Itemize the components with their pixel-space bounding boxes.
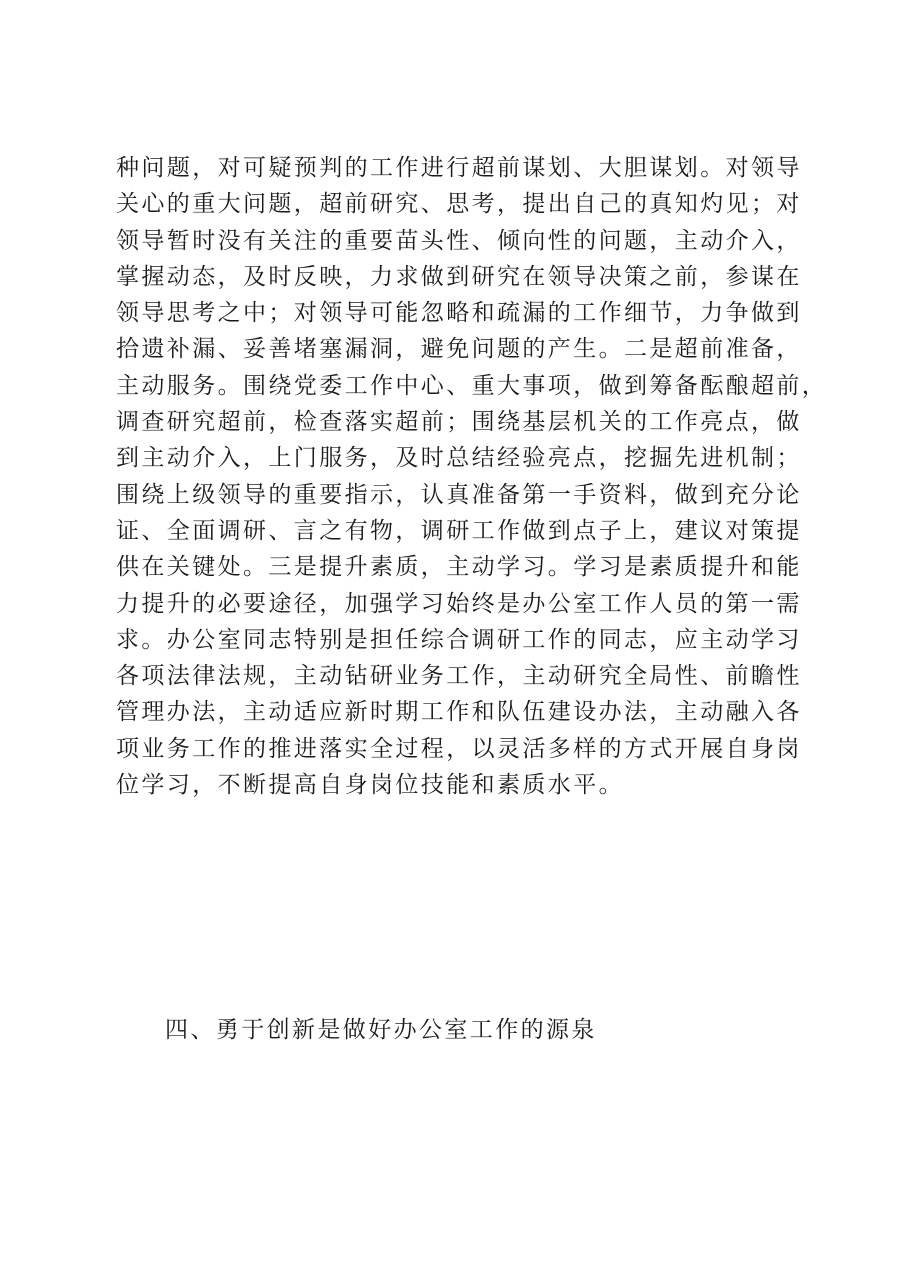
text-line: 各项法律法规，主动钻研业务工作，主动研究全局性、前瞻性 xyxy=(116,663,802,690)
section-heading: 四、勇于创新是做好办公室工作的源泉 xyxy=(165,1017,597,1043)
text-line: 调查研究超前，检查落实超前；围绕基层机关的工作亮点，做 xyxy=(116,409,802,436)
text-line: 位学习，不断提高自身岗位技能和素质水平。 xyxy=(116,772,624,799)
body-paragraph xyxy=(116,150,828,803)
text-line: 力提升的必要途径，加强学习始终是办公室工作人员的第一需 xyxy=(116,590,802,617)
text-line: 围绕上级领导的重要指示，认真准备第一手资料，做到充分论 xyxy=(116,481,802,508)
text-line: 种问题，对可疑预判的工作进行超前谋划、大胆谋划。对领导 xyxy=(116,155,802,181)
text-line: 拾遗补漏、妥善堵塞漏洞，避免问题的产生。二是超前准备， xyxy=(116,336,802,363)
text-line: 供在关键处。三是提升素质，主动学习。学习是素质提升和能 xyxy=(116,554,802,581)
text-line: 主动服务。围绕党委工作中心、重大事项，做到筹备酝酿超前， xyxy=(116,372,828,399)
text-line: 领导暂时没有关注的重要苗头性、倾向性的问题，主动介入， xyxy=(116,227,802,254)
text-line: 项业务工作的推进落实全过程，以灵活多样的方式开展自身岗 xyxy=(116,735,802,762)
text-line: 掌握动态，及时反映，力求做到研究在领导决策之前，参谋在 xyxy=(116,263,802,290)
text-line: 管理办法，主动适应新时期工作和队伍建设办法，主动融入各 xyxy=(116,699,802,726)
text-line: 到主动介入，上门服务，及时总结经验亮点，挖掘先进机制； xyxy=(116,445,802,472)
text-line: 求。办公室同志特别是担任综合调研工作的同志，应主动学习 xyxy=(116,626,802,653)
text-line: 证、全面调研、言之有物，调研工作做到点子上，建议对策提 xyxy=(116,517,802,544)
text-line: 领导思考之中；对领导可能忽略和疏漏的工作细节，力争做到 xyxy=(116,300,802,327)
text-line: 关心的重大问题，超前研究、思考，提出自己的真知灼见；对 xyxy=(116,191,802,218)
